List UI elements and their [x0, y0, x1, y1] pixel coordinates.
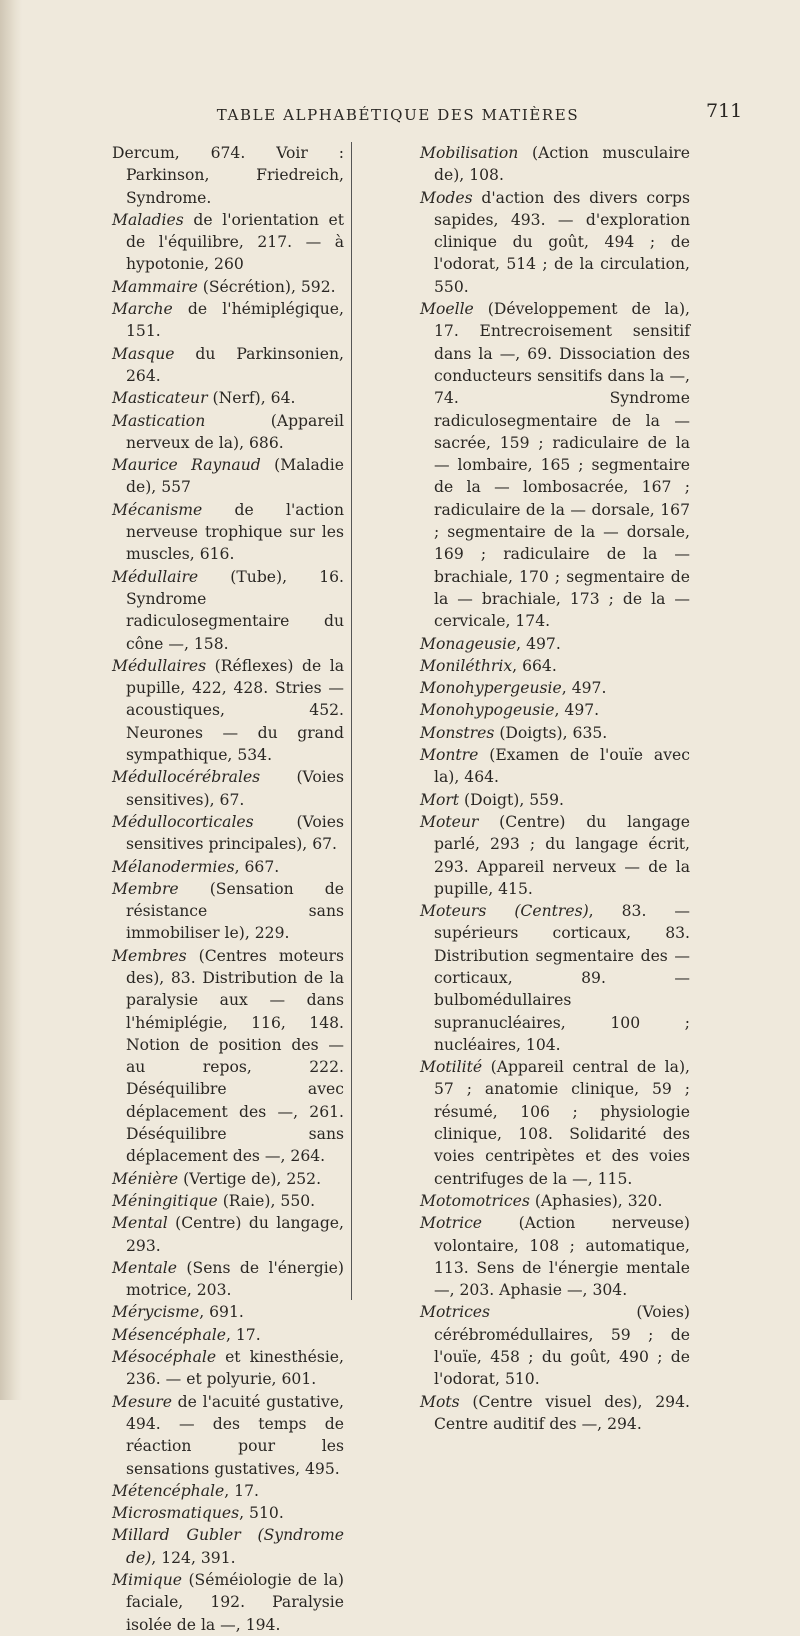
index-entry	[112, 1569, 344, 1636]
index-term: Modes	[420, 188, 473, 207]
index-term: Monohypogeusie	[420, 701, 555, 720]
index-term: Mobilisation	[420, 144, 519, 162]
index-text: de l'acuité gustative, 494. — des temps de réaction pour les sensations gustatives, 495.	[126, 1392, 344, 1478]
index-text: (Séméiologie de la) faciale, 192. Paralysie isolée de la —, 194.	[126, 1571, 344, 1634]
index-text: , 497.	[516, 634, 561, 653]
index-entry	[112, 410, 344, 455]
index-text: , 691.	[199, 1303, 244, 1322]
index-text: du Parkinsonien, 264.	[126, 344, 344, 385]
index-text: (Action nerveuse) volontaire, 108 ; automatique, 113. Sens de l'énergie mentale —, 203. Aphasie —, 304.	[434, 1214, 690, 1300]
index-text: , 124, 391.	[151, 1548, 236, 1567]
index-text: , 667.	[234, 857, 280, 876]
index-entry	[420, 633, 690, 655]
index-entry	[112, 1391, 344, 1480]
page-edge-shadow	[0, 0, 22, 1400]
index-entry	[420, 722, 690, 744]
index-text: (Voies) cérébromédullaires, 59 ; de l'ouïe, 458 ; du goût, 490 ; de l'odorat, 510.	[434, 1303, 690, 1389]
index-text: , 17.	[225, 1325, 261, 1344]
index-term: Moteur	[420, 812, 479, 831]
index-entry	[420, 677, 690, 699]
index-entry	[112, 343, 344, 388]
index-text: (Raie), 550.	[217, 1191, 316, 1210]
index-term: Mesure	[112, 1392, 172, 1411]
index-entry	[112, 387, 344, 409]
index-text: Dercum, 674. Voir : Parkinson, Friedreich, Syndrome.	[112, 144, 344, 207]
index-entry	[420, 1212, 690, 1301]
index-entry	[112, 945, 344, 1168]
index-text: , 664.	[512, 656, 557, 675]
index-column-left	[112, 142, 344, 1636]
index-entry	[112, 499, 344, 566]
index-term: Montre	[420, 746, 479, 765]
index-term: Méningitique	[112, 1191, 218, 1210]
index-term: Motrice	[420, 1214, 483, 1233]
index-term: Membre	[112, 879, 179, 898]
index-text: (Aphasies), 320.	[529, 1191, 663, 1210]
index-entry	[420, 1190, 690, 1212]
index-text: (Réflexes) de la pupille, 422, 428. Stries — acoustiques, 452. Neurones — du grand sympathique, 534.	[126, 656, 344, 765]
index-entry	[420, 142, 690, 187]
index-entry	[420, 744, 690, 789]
index-text: (Sens de l'énergie) motrice, 203.	[126, 1258, 344, 1300]
index-term: Médullaires	[112, 656, 207, 675]
index-text: (Vertige de), 252.	[178, 1169, 322, 1188]
index-entry	[420, 811, 690, 900]
index-term: Moelle	[420, 300, 474, 319]
index-text: (Centres moteurs des), 83. Distribution de la paralysie aux — dans l'hémiplégie, 116, 148. Notion de position des — au repos, 222. Déséquilibre avec déplacement des —, 261. Déséquilibre sans déplacement des —, 264.	[126, 946, 344, 1166]
index-term: Moniléthrix	[420, 656, 513, 675]
index-entry	[112, 811, 344, 856]
index-term: Motomotrices	[420, 1191, 530, 1210]
index-text: , 17.	[224, 1481, 259, 1500]
index-term: Maladies	[112, 210, 184, 229]
index-entry	[420, 1056, 690, 1190]
index-entry	[420, 655, 690, 677]
index-term: Médullaire	[112, 567, 199, 586]
index-term: Mammaire	[112, 277, 198, 296]
index-term: Mécanisme	[112, 500, 203, 519]
index-term: Motrices	[420, 1303, 491, 1322]
index-text: , 510.	[239, 1504, 284, 1523]
index-entry	[112, 142, 344, 209]
index-entry	[112, 856, 344, 878]
index-text: d'action des divers corps sapides, 493. — d'exploration clinique du goût, 494 ; de l'odorat, 514 ; de la circulation, 550.	[434, 188, 690, 296]
index-entry	[112, 209, 344, 276]
index-text: , 497.	[561, 679, 607, 698]
index-term: Mots	[420, 1392, 460, 1411]
index-text: (Nerf), 64.	[207, 389, 296, 408]
index-text: (Sensation de résistance sans immobiliser le), 229.	[126, 879, 344, 943]
index-term: Maurice Raynaud	[112, 456, 261, 475]
index-entry	[420, 900, 690, 1056]
index-entry	[420, 699, 690, 721]
index-term: Mérycisme	[112, 1303, 200, 1322]
index-entry	[420, 1391, 690, 1436]
index-entry	[112, 1301, 344, 1323]
index-text: (Centre) du langage, 293.	[126, 1214, 344, 1255]
index-entry	[112, 454, 344, 499]
index-entry	[420, 187, 690, 298]
index-text: de l'hémiplégique, 151.	[126, 300, 344, 341]
column-divider	[351, 142, 352, 1300]
index-term: Microsmatiques	[112, 1504, 240, 1523]
index-entry	[112, 298, 344, 343]
index-text: (Doigt), 559.	[459, 790, 564, 809]
index-entry	[112, 276, 344, 298]
index-text: (Action musculaire de), 108.	[434, 144, 690, 185]
index-text: (Centre) du langage parlé, 293 ; du langage écrit, 293. Appareil nerveux — de la pupille, 415.	[434, 812, 690, 898]
index-term: Membres	[112, 946, 187, 965]
index-term: Marche	[112, 300, 173, 319]
index-text: , 83. — supérieurs corticaux, 83. Distribution segmentaire des — corticaux, 89. — bulbomédullaires supranucléaires, 100 ; nucléaires, 104.	[434, 902, 690, 1054]
index-entry	[112, 655, 344, 766]
running-head: TABLE ALPHABÉTIQUE DES MATIÈRES	[216, 106, 580, 124]
index-entry	[420, 1301, 690, 1390]
index-text: , 497.	[554, 701, 600, 720]
index-entry	[112, 878, 344, 945]
index-entry	[112, 1502, 344, 1524]
index-term: Mésencéphale	[112, 1325, 226, 1344]
index-term: Mental	[112, 1214, 168, 1233]
index-text: (Centre visuel des), 294. Centre auditif des —, 294.	[434, 1392, 690, 1433]
index-term: Masticateur	[112, 389, 208, 408]
index-entry	[112, 1480, 344, 1502]
index-text: de l'orientation et de l'équilibre, 217. — à hypotonie, 260	[126, 210, 344, 274]
index-entry	[112, 1346, 344, 1391]
index-term: Masque	[112, 344, 175, 363]
index-text: (Examen de l'ouïe avec la), 464.	[434, 746, 690, 787]
index-entry	[112, 1324, 344, 1346]
index-term: Mélanodermies	[112, 857, 235, 876]
index-term: Métencéphale	[112, 1481, 225, 1500]
index-term: Ménière	[112, 1169, 179, 1188]
index-term: Mort	[420, 790, 460, 809]
index-text: (Appareil nerveux de la), 686.	[126, 411, 344, 452]
index-term: Monohypergeusie	[420, 679, 562, 698]
page-number: 711	[706, 100, 743, 122]
index-entry	[112, 1212, 344, 1257]
index-entry	[112, 1168, 344, 1190]
index-text: (Doigts), 635.	[494, 723, 608, 742]
index-text: (Tube), 16. Syndrome radiculosegmentaire du cône —, 158.	[126, 567, 344, 653]
index-entry	[420, 789, 690, 811]
index-text: (Voies sensitives principales), 67.	[126, 812, 344, 854]
index-term: Motilité	[420, 1058, 483, 1077]
index-term: Monageusie	[420, 634, 517, 653]
index-entry	[112, 1524, 344, 1569]
index-text: (Développement de la), 17. Entrecroisement sensitif dans la —, 69. Dissociation des conducteurs sensitifs dans la —, 74. Syndrome radiculosegmentaire de la — sacrée, 159 ; radiculaire de la — lombaire, 165 ; segmentaire de la — lombosacrée, 167 ; radiculaire de la — dorsale, 167 ; segmentaire de la — dorsale, 169 ; radiculaire de la — brachiale, 170 ; segmentaire de la — brachiale, 173 ; de la — cervicale, 174.	[434, 300, 690, 631]
index-term: Médullocérébrales	[112, 768, 261, 787]
index-entry	[112, 1257, 344, 1302]
index-term: Monstres	[420, 723, 495, 742]
index-entry	[112, 566, 344, 655]
index-text: (Voies sensitives), 67.	[126, 768, 344, 809]
index-term: Millard Gubler (Syndrome de)	[112, 1526, 344, 1567]
index-text: et kinesthésie, 236. — et polyurie, 601.	[126, 1348, 344, 1389]
index-text: de l'action nerveuse trophique sur les muscles, 616.	[126, 500, 344, 564]
index-term: Mésocéphale	[112, 1348, 217, 1367]
index-entry	[112, 1190, 344, 1212]
index-term: Mimique	[112, 1571, 182, 1589]
index-term: Moteurs (Centres)	[420, 902, 589, 921]
index-column-right	[420, 142, 690, 1435]
index-text: (Sécrétion), 592.	[197, 277, 336, 296]
index-term: Mentale	[112, 1258, 178, 1277]
index-text: (Appareil central de la), 57 ; anatomie clinique, 59 ; résumé, 106 ; physiologie clinique, 108. Solidarité des voies centripètes et des voies centrifuges de la —, 115.	[434, 1058, 690, 1188]
index-term: Mastication	[112, 411, 206, 430]
index-term: Médullocorticales	[112, 812, 254, 831]
index-entry	[112, 766, 344, 811]
index-text: (Maladie de), 557	[126, 456, 344, 497]
index-entry	[420, 298, 690, 632]
